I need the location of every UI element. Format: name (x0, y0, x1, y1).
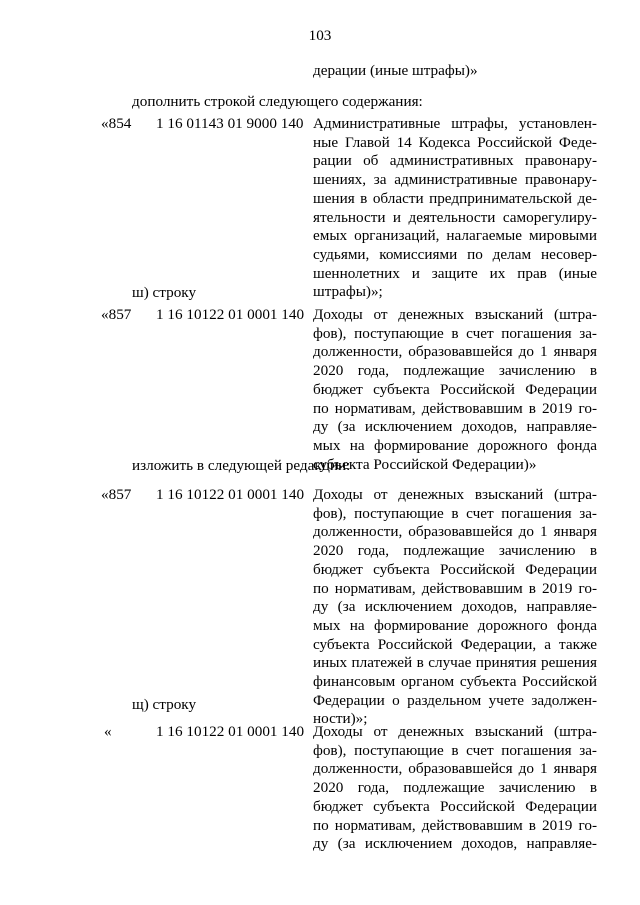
description-line: фов), поступающие в счет погашения за- (313, 504, 597, 522)
description-line: по нормативам, действовавшим в 2019 го- (313, 579, 597, 597)
entry-description (313, 723, 597, 854)
description-line: мых на формирование дорожного фонда (313, 616, 597, 634)
description-line: Доходы от денежных взысканий (штра- (313, 486, 597, 503)
entry-description (313, 486, 597, 729)
description-line: Доходы от денежных взысканий (штра- (313, 723, 597, 740)
description-line: судьями, комиссиями по делам несовер- (313, 245, 597, 263)
description-line: штрафы)»; (313, 283, 383, 301)
description-line: ду (за исключением доходов, направляе- (313, 598, 597, 616)
entry-prefix: «857 (101, 306, 132, 323)
instruction-new-edition: изложить в следующей редакции: (132, 457, 351, 474)
entry-prefix: « (104, 723, 112, 740)
description-line: финансовым органом субъекта Российской (313, 673, 597, 691)
budget-code: 1 16 10122 01 0001 140 (156, 486, 305, 503)
description-line: ные Главой 14 Кодекса Российской Феде- (313, 133, 597, 151)
description-line: долженности, образовавшейся до 1 января (313, 760, 597, 778)
description-line: шеннолетних и защите их прав (иные (313, 264, 597, 282)
description-line: фов), поступающие в счет погашения за- (313, 741, 597, 759)
continuation-line: дерации (иные штрафы)» (313, 62, 478, 79)
description-line: ятельности и деятельности саморегулиру- (313, 208, 597, 226)
section-shch-heading: щ) строку (132, 696, 197, 713)
description-line: мых на формирование дорожного фонда (313, 436, 597, 454)
entry-description (313, 306, 597, 474)
description-line: по нормативам, действовавшим в 2019 го- (313, 399, 597, 417)
description-line: рации об административных правонару- (313, 152, 597, 170)
description-line: 2020 года, подлежащие зачислению в (313, 779, 597, 797)
instruction-add-line: дополнить строкой следующего содержания: (132, 93, 423, 110)
description-line: 2020 года, подлежащие зачислению в (313, 362, 597, 380)
description-line: Административные штрафы, установлен- (313, 115, 597, 132)
description-line: ду (за исключением доходов, направляе- (313, 835, 597, 853)
description-line: субъекта Российской Федерации)» (313, 455, 537, 473)
section-sh-heading: ш) строку (132, 284, 197, 301)
entry-prefix: «857 (101, 486, 132, 503)
description-line: шения в области предпринимательской де- (313, 189, 597, 207)
budget-code: 1 16 10122 01 0001 140 (156, 306, 305, 323)
description-line: шениях, за административные правонару- (313, 171, 597, 189)
description-line: субъекта Российской Федерации, а также (313, 635, 597, 653)
description-line: Доходы от денежных взысканий (штра- (313, 306, 597, 323)
description-line: емых организаций, налагаемые мировыми (313, 227, 597, 245)
description-line: 2020 года, подлежащие зачислению в (313, 542, 597, 560)
description-line: долженности, образовавшейся до 1 января (313, 343, 597, 361)
entry-description (313, 115, 597, 302)
description-line: бюджет субъекта Российской Федерации (313, 560, 597, 578)
description-line: Федерации о раздельном учете задолжен- (313, 691, 597, 709)
description-line: долженности, образовавшейся до 1 января (313, 523, 597, 541)
description-line: бюджет субъекта Российской Федерации (313, 380, 597, 398)
description-line: ности)»; (313, 710, 368, 728)
budget-code: 1 16 10122 01 0001 140 (156, 723, 305, 740)
budget-code: 1 16 01143 01 9000 140 (156, 115, 304, 132)
description-line: по нормативам, действовавшим в 2019 го- (313, 816, 597, 834)
description-line: бюджет субъекта Российской Федерации (313, 797, 597, 815)
description-line: иных платежей в случае принятия решения (313, 654, 597, 672)
description-line: ду (за исключением доходов, направляе- (313, 418, 597, 436)
page-number: 103 (308, 27, 332, 44)
entry-prefix: «854 (101, 115, 132, 132)
description-line: фов), поступающие в счет погашения за- (313, 324, 597, 342)
